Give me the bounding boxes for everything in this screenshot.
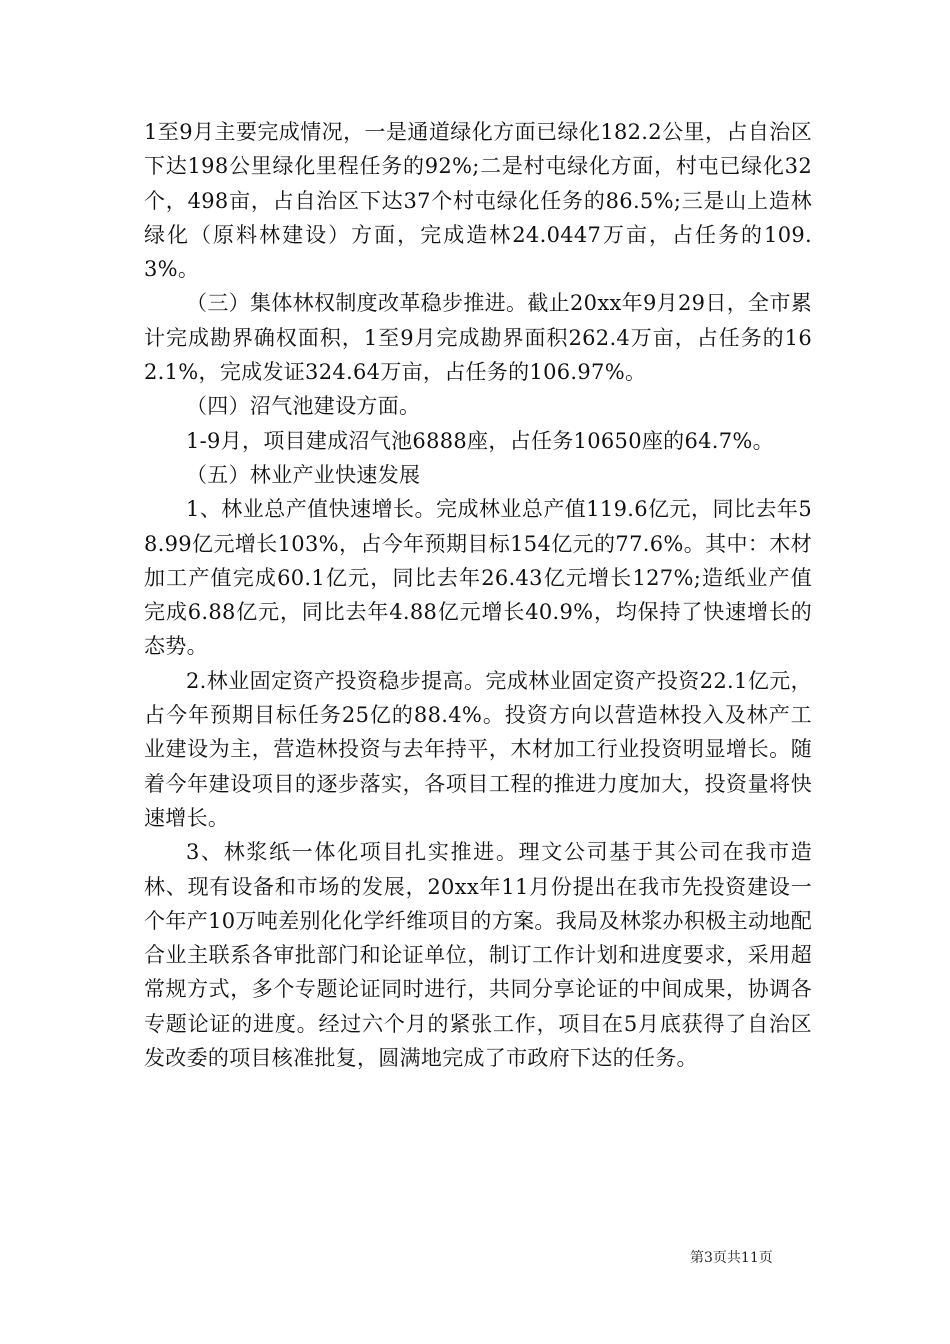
paragraph-output-value: 1、林业总产值快速增长。完成林业总产值119.6亿元，同比去年58.99亿元增长103%，占今年预期目标154亿元的77.6%。其中：木材加工产值完成60.1亿元，同比去年26.43亿元增长127%;造纸业产值完成6.88亿元，同比去年4.88亿元增长40.9%，均保持了快速增长的态势。: [144, 497, 812, 659]
paragraph-fixed-investment: 2.林业固定资产投资稳步提高。完成林业固定资产投资22.1亿元，占今年预期目标任务25亿的88.4%。投资方向以营造林投入及林产工业建设为主，营造林投资与去年持平，木材加工行业投资明显增长。随着今年建设项目的逐步落实，各项目工程的推进力度加大，投资量将快速增长。: [144, 668, 812, 830]
paragraph-pulp-paper-project: 3、林浆纸一体化项目扎实推进。理文公司基于其公司在我市造林、现有设备和市场的发展，20xx年11月份提出在我市先投资建设一个年产10万吨差别化化学纤维项目的方案。我局及林浆办积极主动地配合业主联系各审批部门和论证单位，制订工作计划和进度要求，采用超常规方式，多个专题论证同时进行，共同分享论证的中间成果，协调各专题论证的进度。经过六个月的紧张工作，项目在5月底获得了自治区发改委的项目核准批复，圆满地完成了市政府下达的任务。: [144, 840, 812, 1071]
paragraph-forest-rights-reform: （三）集体林权制度改革稳步推进。截止20xx年9月29日，全市累计完成勘界确权面积，1至9月完成勘界面积262.4万亩，占任务的162.1%，完成发证324.64万亩，占任务的106.97%。: [144, 291, 812, 385]
paragraph-biogas-progress: 1-9月，项目建成沼气池6888座，占任务10650座的64.7%。: [186, 428, 774, 453]
page-number: 第3页共11页: [690, 1250, 773, 1266]
paragraph-industry-heading: （五）林业产业快速发展: [186, 462, 421, 487]
paragraph-biogas-heading: （四）沼气池建设方面。: [186, 394, 421, 419]
paragraph-greening-progress: 1至9月主要完成情况，一是通道绿化方面已绿化182.2公里，占自治区下达198公里绿化里程任务的92%;二是村屯绿化方面，村屯已绿化32个，498亩，占自治区下达37个村屯绿化任务的86.5%;三是山上造林绿化（原料林建设）方面，完成造林24.0447万亩，占任务的109.3%。: [144, 120, 812, 282]
document-body: [144, 115, 812, 1075]
